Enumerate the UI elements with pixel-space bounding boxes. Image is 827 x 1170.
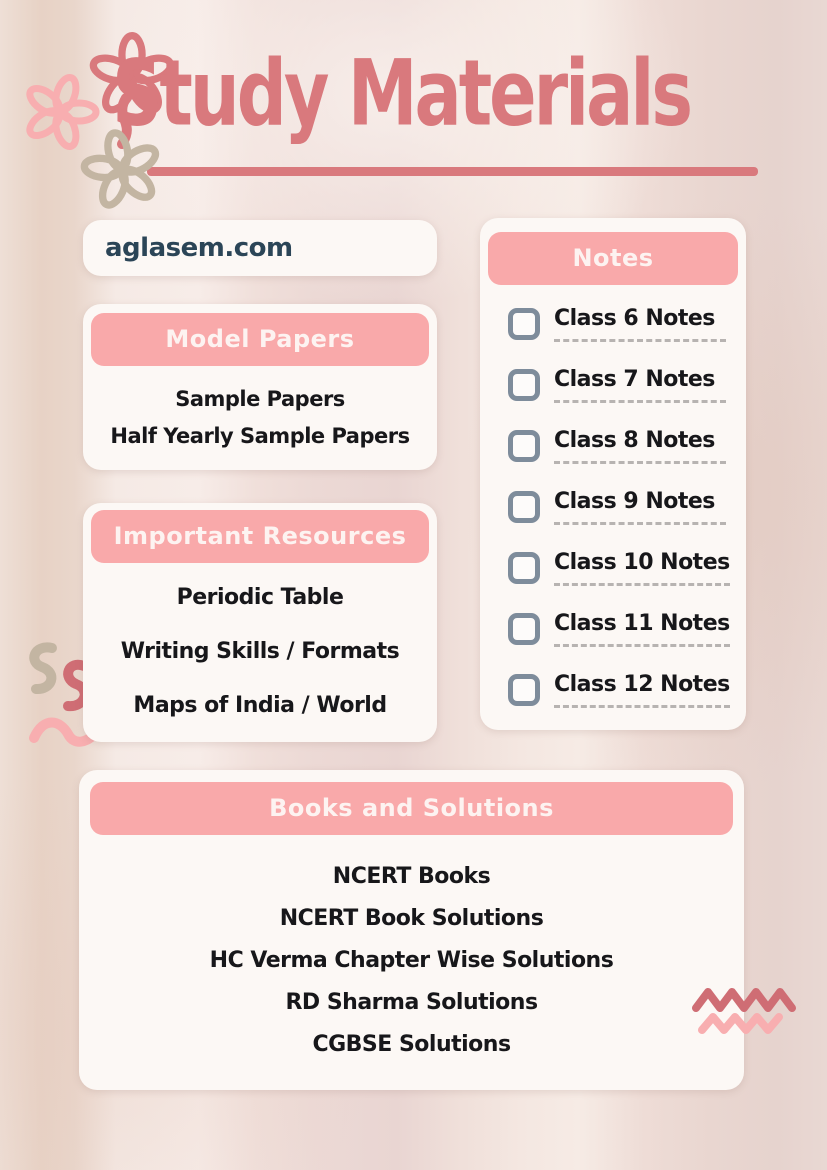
page-title: Study Materials <box>112 40 691 147</box>
note-label[interactable]: Class 12 Notes <box>554 672 730 708</box>
list-item-writing-skills[interactable]: Writing Skills / Formats <box>120 639 400 664</box>
books-and-solutions-header: Books and Solutions <box>90 782 733 835</box>
note-row[interactable] <box>508 550 736 594</box>
notes-header: Notes <box>488 232 738 285</box>
note-row[interactable] <box>508 611 736 655</box>
note-row[interactable] <box>508 428 736 472</box>
zigzag-doodles-icon <box>692 982 802 1042</box>
title-underline <box>147 167 758 176</box>
checkbox-icon[interactable] <box>508 369 540 401</box>
checkbox-icon[interactable] <box>508 491 540 523</box>
checkbox-icon[interactable] <box>508 430 540 462</box>
note-row[interactable] <box>508 489 736 533</box>
list-item-rd-sharma-solutions[interactable]: RD Sharma Solutions <box>285 990 538 1015</box>
note-row[interactable] <box>508 367 736 411</box>
list-item-hc-verma-solutions[interactable]: HC Verma Chapter Wise Solutions <box>209 948 614 973</box>
list-item-periodic-table[interactable]: Periodic Table <box>176 585 344 610</box>
checkbox-icon[interactable] <box>508 308 540 340</box>
books-and-solutions-card <box>79 770 744 1090</box>
note-label[interactable]: Class 11 Notes <box>554 611 730 647</box>
note-label[interactable]: Class 8 Notes <box>554 428 726 464</box>
list-item-cgbse-solutions[interactable]: CGBSE Solutions <box>312 1032 511 1057</box>
site-url[interactable]: aglasem.com <box>105 233 293 263</box>
note-row[interactable] <box>508 672 736 716</box>
notes-card <box>480 218 746 730</box>
checkbox-icon[interactable] <box>508 552 540 584</box>
important-resources-card <box>83 503 437 742</box>
note-row[interactable] <box>508 306 736 350</box>
checkbox-icon[interactable] <box>508 613 540 645</box>
note-label[interactable]: Class 9 Notes <box>554 489 726 525</box>
important-resources-header: Important Resources <box>91 510 429 563</box>
note-label[interactable]: Class 6 Notes <box>554 306 726 342</box>
note-label[interactable]: Class 7 Notes <box>554 367 726 403</box>
notes-list <box>508 306 736 733</box>
site-card <box>83 220 437 276</box>
list-item-half-yearly-sample-papers[interactable]: Half Yearly Sample Papers <box>110 424 410 448</box>
model-papers-header: Model Papers <box>91 313 429 366</box>
list-item-ncert-book-solutions[interactable]: NCERT Book Solutions <box>279 906 544 931</box>
checkbox-icon[interactable] <box>508 674 540 706</box>
list-item-sample-papers[interactable]: Sample Papers <box>175 387 345 411</box>
note-label[interactable]: Class 10 Notes <box>554 550 730 586</box>
list-item-maps[interactable]: Maps of India / World <box>133 693 387 718</box>
model-papers-card <box>83 304 437 470</box>
list-item-ncert-books[interactable]: NCERT Books <box>332 864 491 889</box>
